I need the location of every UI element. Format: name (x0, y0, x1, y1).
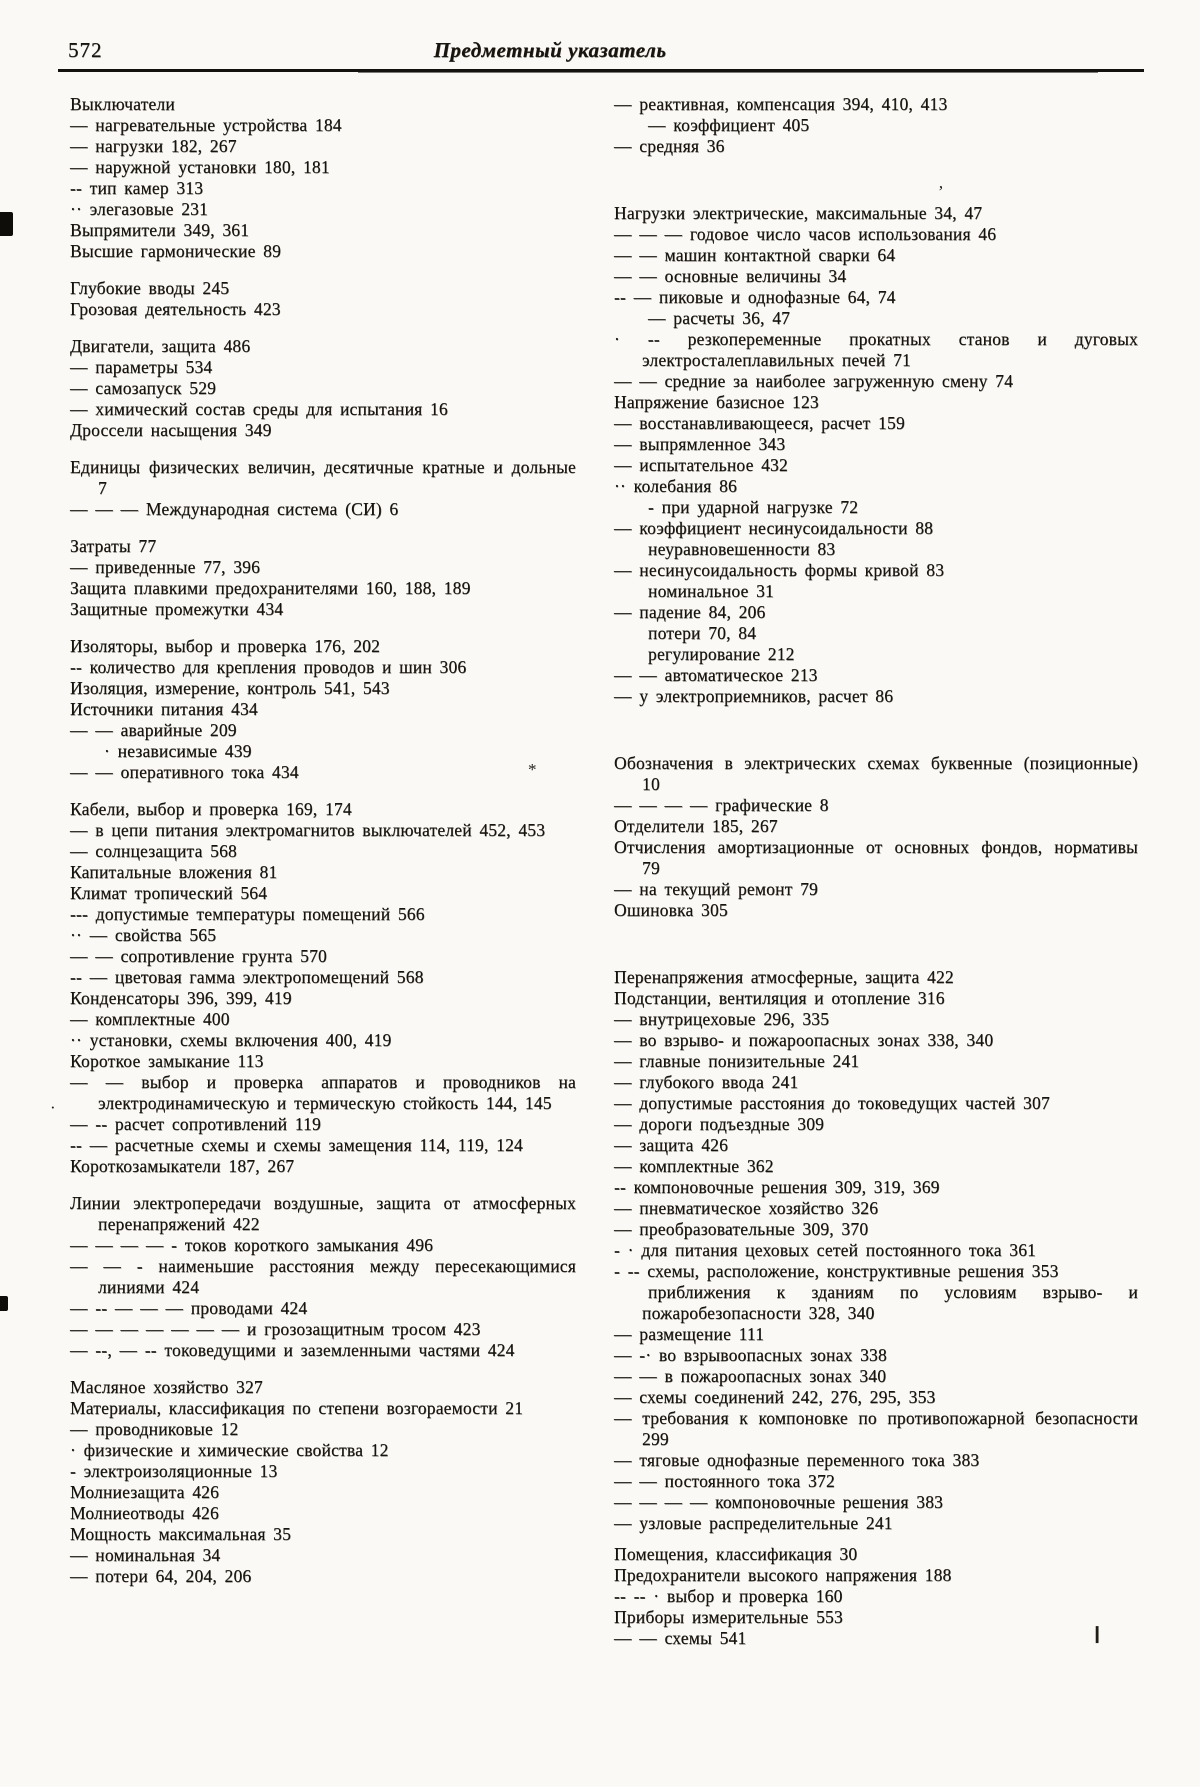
index-entry: — комплектные 362 (614, 1156, 774, 1176)
index-entry: — тяговые однофазные переменного тока 383 (614, 1450, 980, 1470)
index-entry: Перенапряжения атмосферные, защита 422 (614, 967, 954, 987)
index-entry: потери 70, 84 (648, 623, 757, 643)
index-group (70, 336, 576, 441)
index-entry: Предохранители высокого напряжения 188 (614, 1565, 952, 1585)
index-entry: Приборы измерительные 553 (614, 1607, 843, 1627)
index-entry: — — — годовое число часов использования 46 (614, 224, 997, 244)
index-entry: — коэффициент несинусоидальности 88 (614, 518, 934, 538)
index-entry: Дроссели насыщения 349 (70, 420, 272, 440)
scan-artifact: ❙ (1090, 1624, 1105, 1643)
index-entry: — глубокого ввода 241 (614, 1072, 799, 1092)
index-entry: Высшие гармонические 89 (70, 241, 282, 261)
index-entry: Конденсаторы 396, 399, 419 (70, 988, 292, 1008)
index-entry: ·· колебания 86 (614, 476, 737, 496)
index-entry: — узловые распределительные 241 (614, 1513, 893, 1533)
page-header-title: Предметный указатель (433, 38, 667, 62)
index-entry: — главные понизительные 241 (614, 1051, 860, 1071)
index-entry: Грозовая деятельность 423 (70, 299, 281, 319)
index-entry: Молниезащита 426 (70, 1482, 220, 1502)
index-entry: — потери 64, 204, 206 (70, 1566, 252, 1586)
index-entry: Изоляция, измерение, контроль 541, 543 (70, 678, 390, 698)
index-entry: — нагревательные устройства 184 (70, 115, 342, 135)
index-entry: — солнцезащита 568 (70, 841, 237, 861)
index-entry: — проводниковые 12 (70, 1419, 239, 1439)
index-entry: — реактивная, компенсация 394, 410, 413 (614, 94, 948, 114)
index-entry: Единицы физических величин, десятичные кратные и дольные 7 (70, 457, 576, 498)
index-entry: — испытательное 432 (614, 455, 788, 475)
index-entry: Молниеотводы 426 (70, 1503, 219, 1523)
index-entry: Затраты 77 (70, 536, 157, 556)
index-entry: — номинальная 34 (70, 1545, 221, 1565)
index-entry: Отчисления амортизационные от основных фондов, нормативы 79 (614, 837, 1138, 878)
index-entry: Короткозамыкатели 187, 267 (70, 1156, 295, 1176)
index-entry: · физические и химические свойства 12 (70, 1440, 389, 1460)
index-entry: — защита 426 (614, 1135, 729, 1155)
index-entry: — -· во взрывоопасных зонах 338 (614, 1345, 887, 1365)
index-entry: Выпрямители 349, 361 (70, 220, 250, 240)
index-entry: — — — — - токов короткого замыкания 496 (70, 1235, 434, 1255)
index-group (70, 636, 576, 783)
index-entry: — химический состав среды для испытания 16 (70, 399, 448, 419)
index-entry: — -- — — — проводами 424 (70, 1298, 308, 1318)
index-entry: — коэффициент 405 (648, 115, 810, 135)
index-entry: Напряжение базисное 123 (614, 392, 819, 412)
index-entry: Мощность максимальная 35 (70, 1524, 292, 1544)
index-entry: — комплектные 400 (70, 1009, 230, 1029)
index-entry: — наружной установки 180, 181 (70, 157, 330, 177)
index-entry: — размещение 111 (614, 1324, 765, 1344)
index-group (614, 203, 1138, 707)
index-entry: — --, — -- токоведущими и заземленными частями 424 (70, 1340, 515, 1360)
index-entry: регулирование 212 (648, 644, 795, 664)
right-column (614, 94, 1138, 1649)
index-entry: Выключатели (70, 94, 175, 114)
index-entry: — — схемы 541 (614, 1628, 747, 1648)
index-entry: Подстанции, вентиляция и отопление 316 (614, 988, 945, 1008)
index-entry: -- количество для крепления проводов и шин 306 (70, 657, 467, 677)
index-entry: — расчеты 36, 47 (648, 308, 791, 328)
index-entry: · независимые 439 (104, 741, 252, 761)
index-entry: — пневматическое хозяйство 326 (614, 1198, 879, 1218)
scan-artifact (0, 1296, 8, 1311)
index-entry: — восстанавливающееся, расчет 159 (614, 413, 905, 433)
index-entry: · -- резкопеременные прокатных станов и дуговых электросталеплавильных печей 71 (614, 329, 1138, 370)
index-entry: — средняя 36 (614, 136, 725, 156)
index-entry: — параметры 534 (70, 357, 213, 377)
index-entry: Помещения, классификация 30 (614, 1544, 858, 1564)
index-entry: — — автоматическое 213 (614, 665, 818, 685)
index-entry: — — основные величины 34 (614, 266, 847, 286)
index-entry: Защита плавкими предохранителями 160, 188, 189 (70, 578, 471, 598)
index-group (70, 799, 576, 1177)
index-entry: — схемы соединений 242, 276, 295, 353 (614, 1387, 936, 1407)
index-entry: — допустимые расстояния до токоведущих частей 307 (614, 1093, 1050, 1113)
scan-artifact: · (50, 1098, 56, 1117)
index-entry: — — — — компоновочные решения 383 (614, 1492, 944, 1512)
index-group (614, 753, 1138, 921)
index-group (614, 967, 1138, 1534)
index-entry: Двигатели, защита 486 (70, 336, 251, 356)
index-entry: — несинусоидальность формы кривой 83 (614, 560, 945, 580)
index-entry: — на текущий ремонт 79 (614, 879, 819, 899)
index-entry: -- -- · выбор и проверка 160 (614, 1586, 843, 1606)
index-entry: — — — Международная система (СИ) 6 (70, 499, 399, 519)
index-entry: ·· элегазовые 231 (70, 199, 209, 219)
index-group (70, 94, 576, 262)
left-column (70, 94, 576, 1649)
index-entry: Нагрузки электрические, максимальные 34, 47 (614, 203, 983, 223)
index-entry: -- компоновочные решения 309, 319, 369 (614, 1177, 940, 1197)
index-entry: ·· — свойства 565 (70, 925, 217, 945)
index-group (70, 536, 576, 620)
index-entry: — падение 84, 206 (614, 602, 766, 622)
index-entry: — — — — — — — и грозозащитным тросом 423 (70, 1319, 481, 1339)
index-entry: — приведенные 77, 396 (70, 557, 261, 577)
index-entry: — — выбор и проверка аппаратов и проводников на электродинамическую и термическую стойкость 144, 145 (70, 1072, 576, 1113)
index-entry: номинальное 31 (648, 581, 774, 601)
index-group (70, 1377, 576, 1587)
index-entry: — у электроприемников, расчет 86 (614, 686, 894, 706)
index-entry: Глубокие вводы 245 (70, 278, 230, 298)
header-rule (58, 69, 1144, 72)
index-entry: — — аварийные 209 (70, 720, 237, 740)
index-entry: --- допустимые температуры помещений 566 (70, 904, 425, 924)
index-entry: Источники питания 434 (70, 699, 258, 719)
index-entry: Климат тропический 564 (70, 883, 268, 903)
index-entry: — дороги подъездные 309 (614, 1114, 825, 1134)
index-entry: Отделители 185, 267 (614, 816, 778, 836)
index-entry: — во взрыво- и пожароопасных зонах 338, 340 (614, 1030, 994, 1050)
index-group (614, 1544, 1138, 1649)
index-entry: ·· установки, схемы включения 400, 419 (70, 1030, 392, 1050)
index-entry: -- тип камер 313 (70, 178, 204, 198)
index-entry: неуравновешенности 83 (648, 539, 836, 559)
index-entry: — — оперативного тока 434 (70, 762, 299, 782)
index-group (70, 1193, 576, 1361)
index-entry: - · для питания цеховых сетей постоянного тока 361 (614, 1240, 1037, 1260)
scan-artifact: ’ (938, 182, 944, 201)
index-entry: -- — пиковые и однофазные 64, 74 (614, 287, 896, 307)
index-entry: Изоляторы, выбор и проверка 176, 202 (70, 636, 381, 656)
index-entry: — — в пожароопасных зонах 340 (614, 1366, 887, 1386)
index-entry: -- — цветовая гамма электропомещений 568 (70, 967, 424, 987)
index-entry: — требования к компоновке по противопожарной безопасности 299 (614, 1408, 1138, 1449)
index-entry: — самозапуск 529 (70, 378, 217, 398)
index-entry: Ошиновка 305 (614, 900, 728, 920)
index-entry: — — - наименьшие расстояния между пересекающимися линиями 424 (70, 1256, 576, 1297)
index-entry: - электроизоляционные 13 (70, 1461, 278, 1481)
page-number: 572 (68, 38, 103, 62)
index-group (70, 278, 576, 320)
index-entry: Линии электропередачи воздушные, защита от атмосферных перенапряжений 422 (70, 1193, 576, 1234)
index-entry: Материалы, классификация по степени возгораемости 21 (70, 1398, 524, 1418)
index-entry: — — — — графические 8 (614, 795, 829, 815)
index-group (70, 457, 576, 520)
scan-artifact: * (528, 760, 537, 779)
index-entry: — — сопротивление грунта 570 (70, 946, 327, 966)
index-entry: — — машин контактной сварки 64 (614, 245, 896, 265)
index-entry: Короткое замыкание 113 (70, 1051, 264, 1071)
index-entry: -- — расчетные схемы и схемы замещения 114, 119, 124 (70, 1135, 523, 1155)
index-columns (70, 94, 1138, 1649)
index-entry: — -- расчет сопротивлений 119 (70, 1114, 321, 1134)
index-entry: Защитные промежутки 434 (70, 599, 284, 619)
index-entry: — выпрямленное 343 (614, 434, 786, 454)
index-entry: — преобразовательные 309, 370 (614, 1219, 869, 1239)
scan-artifact (0, 212, 13, 236)
index-entry: — — средние за наиболее загруженную смену 74 (614, 371, 1014, 391)
index-entry: приближения к зданиям по условиям взрыво- и пожаробезопасности 328, 340 (642, 1282, 1138, 1323)
index-group (614, 94, 1138, 157)
index-entry: Капитальные вложения 81 (70, 862, 278, 882)
index-entry: - при ударной нагрузке 72 (648, 497, 859, 517)
index-entry: Обозначения в электрических схемах буквенные (позиционные) 10 (614, 753, 1138, 794)
index-entry: Масляное хозяйство 327 (70, 1377, 263, 1397)
index-entry: — нагрузки 182, 267 (70, 136, 237, 156)
index-entry: — — постоянного тока 372 (614, 1471, 835, 1491)
index-entry: — в цепи питания электромагнитов выключателей 452, 453 (70, 820, 546, 840)
index-entry: - -- схемы, расположение, конструктивные решения 353 (614, 1261, 1059, 1281)
index-entry: — внутрицеховые 296, 335 (614, 1009, 830, 1029)
index-entry: Кабели, выбор и проверка 169, 174 (70, 799, 352, 819)
